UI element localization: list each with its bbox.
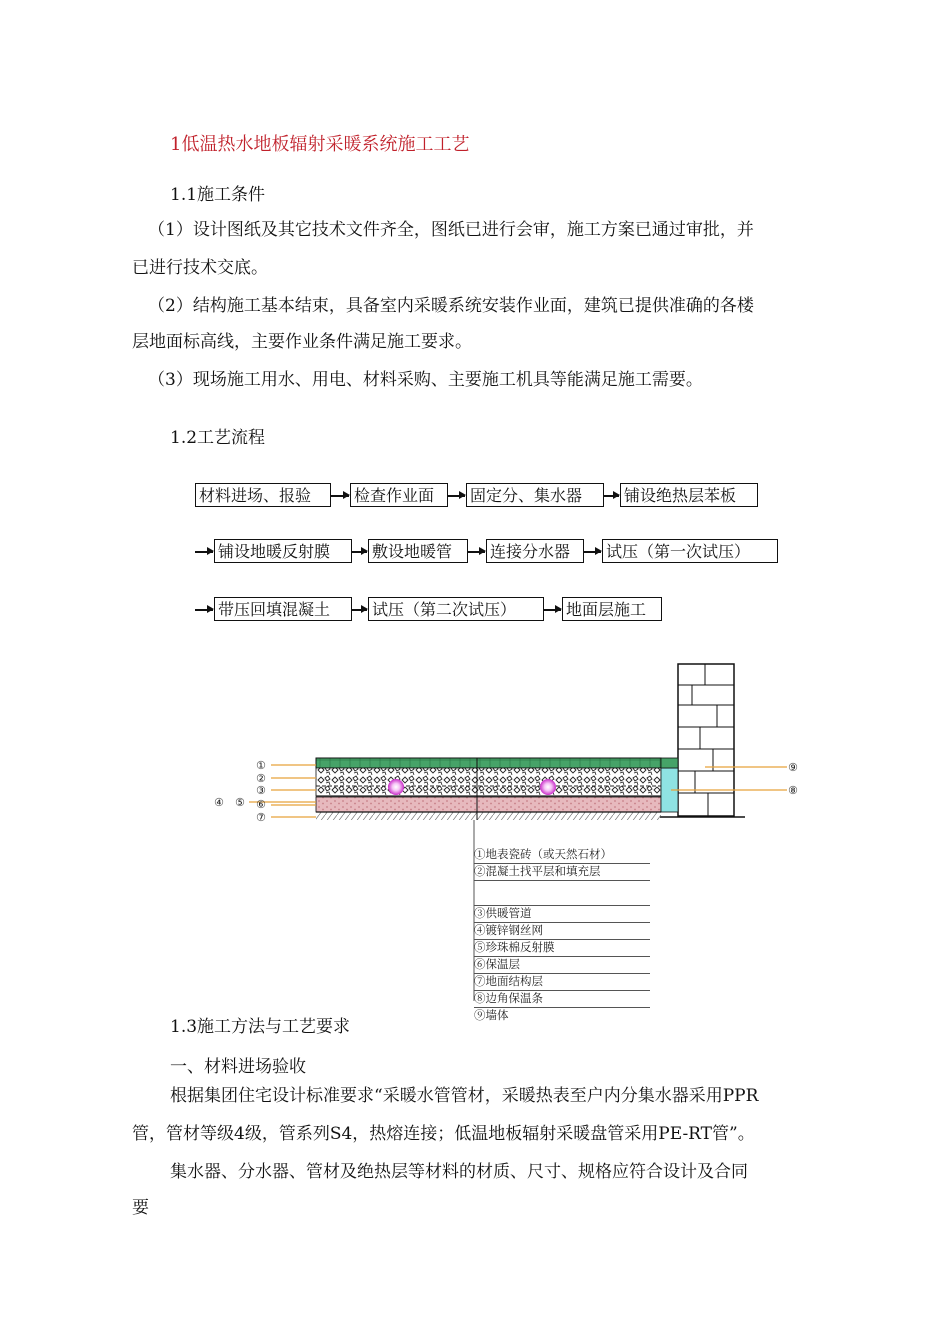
legend-row-blank (474, 880, 650, 906)
callout-4: ④ (214, 796, 224, 809)
left-callouts (214, 759, 316, 824)
section-1-3-heading: 1.3施工方法与工艺要求 (170, 1017, 351, 1037)
legend-row-wire-mesh: ④镀锌钢丝网 (474, 922, 650, 940)
legend-row-tile: ①地表瓷砖（或天然石材） (474, 846, 650, 864)
paragraph-line: 根据集团住宅设计标准要求“采暖水管管材，采暖热表至户内分集水器采用PPR (170, 1086, 759, 1106)
insulation-layer (316, 797, 661, 812)
callout-6: ⑥ (256, 798, 266, 811)
paragraph-line: （3）现场施工用水、用电、材料采购、主要施工机具等能满足施工需要。 (148, 370, 703, 390)
flow-arrow (544, 609, 561, 611)
flow-arrow (352, 551, 367, 553)
flow-arrow (195, 551, 213, 553)
callout-7: ⑦ (256, 811, 266, 824)
section-1-1-heading: 1.1施工条件 (170, 185, 266, 205)
legend-row-structure: ⑦地面结构层 (474, 973, 650, 991)
heating-pipe (388, 779, 404, 795)
flow-step-reflective-film: 铺设地暖反射膜 (214, 539, 352, 563)
flow-step-fix-manifold: 固定分、集水器 (466, 483, 604, 507)
legend-row-screed: ②混凝土找平层和填充层 (474, 863, 650, 881)
tile-layer (316, 758, 661, 768)
callout-8: ⑧ (788, 784, 798, 797)
paragraph-line: （2）结构施工基本结束，具备室内采暖系统安装作业面，建筑已提供准确的各楼 (148, 296, 754, 316)
legend-row-wall: ⑨墙体 (474, 1008, 509, 1022)
page-title: 1低温热水地板辐射采暖系统施工工艺 (170, 134, 470, 155)
flow-arrow (195, 609, 213, 611)
screed-fill-layer (316, 768, 661, 796)
paragraph-line: 已进行技术交底。 (132, 258, 268, 278)
flow-step-material-inspection: 材料进场、报验 (195, 483, 331, 507)
flow-step-backfill-concrete: 带压回填混凝土 (214, 597, 352, 621)
legend-row-reflective-film: ⑤珍珠棉反射膜 (474, 939, 650, 957)
section-1-2-heading: 1.2工艺流程 (170, 428, 266, 448)
flow-step-insulation-board: 铺设绝热层苯板 (620, 483, 758, 507)
flow-step-first-pressure-test: 试压（第一次试压） (602, 539, 778, 563)
flow-step-floor-finish: 地面层施工 (562, 597, 662, 621)
callout-9: ⑨ (788, 761, 798, 774)
flow-step-connect-manifold: 连接分水器 (486, 539, 584, 563)
legend-row-edge-strip: ⑧边角保温条 (474, 990, 650, 1008)
flow-arrow (331, 495, 349, 497)
legend-row-insulation: ⑥保温层 (474, 956, 650, 974)
flow-step-lay-pipe: 敷设地暖管 (368, 539, 468, 563)
callout-1: ① (256, 759, 266, 772)
heating-pipe (540, 779, 556, 795)
paragraph-line: （1）设计图纸及其它技术文件齐全，图纸已进行会审，施工方案已通过审批，并 (148, 220, 754, 240)
flow-arrow (468, 551, 485, 553)
flow-arrow (604, 495, 619, 497)
paragraph-line: 要 (132, 1198, 149, 1218)
callout-2: ② (256, 772, 266, 785)
flow-arrow (448, 495, 465, 497)
legend-row-pipe: ③供暖管道 (474, 905, 650, 923)
paragraph-line: 管，管材等级4级，管系列S4，热熔连接；低温地板辐射采暖盘管采用PE-RT管”。 (132, 1124, 755, 1144)
flow-step-check-surface: 检查作业面 (350, 483, 448, 507)
callout-3: ③ (256, 784, 266, 797)
flow-step-second-pressure-test: 试压（第二次试压） (368, 597, 544, 621)
paragraph-line: 集水器、分水器、管材及绝热层等材料的材质、尺寸、规格应符合设计及合同 (170, 1162, 748, 1182)
paragraph-line: 层地面标高线，主要作业条件满足施工要求。 (132, 332, 472, 352)
ground-structure (316, 812, 661, 820)
flow-arrow (352, 609, 367, 611)
callout-5: ⑤ (235, 796, 245, 809)
section-1-3-subheading: 一、材料进场验收 (170, 1057, 306, 1077)
flow-arrow (584, 551, 601, 553)
